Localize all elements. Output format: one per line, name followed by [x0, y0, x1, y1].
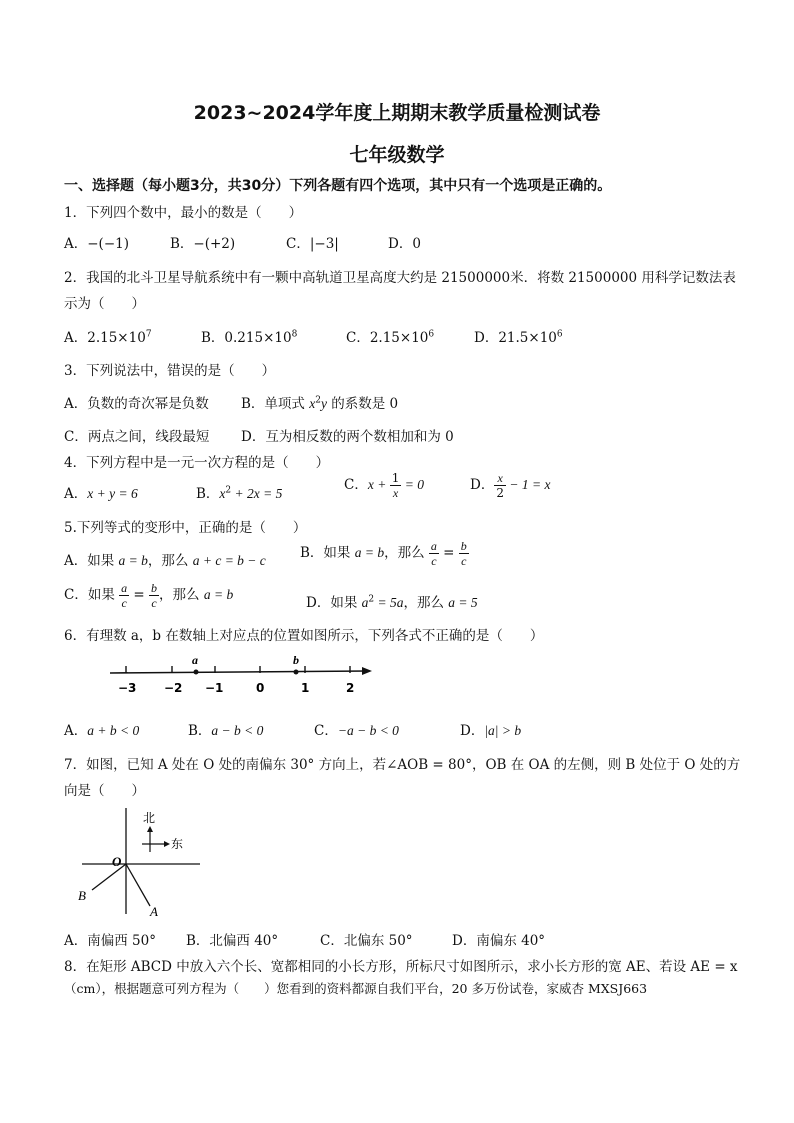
q8-stem-line2: （cm），根据题意可列方程为（ ）您看到的资料都源自我们平台，20 多万份试卷，家威杏 MXSJ663	[64, 981, 648, 996]
q3-option-b: B．单项式 $x^2y$ 的系数是 0	[241, 395, 399, 412]
q1-option-a: A．−(−1)	[64, 236, 129, 252]
east-label: 东	[171, 837, 184, 851]
page-title: 2023~2024学年度上期期末教学质量检测试卷	[193, 102, 601, 124]
q7-stem-line1: 7．如图，已知 A 处在 O 处的南偏东 30° 方向上，若∠AOB = 80°，OB 在 OA 的左侧，则 B 处位于 O 处的方	[64, 757, 741, 773]
q6-option-b: B．a − b < 0	[188, 723, 264, 739]
point-b-dot	[294, 670, 299, 675]
point-A-label: A	[150, 904, 158, 919]
q5-option-d: D．如果 $a^2 = 5a$，那么 a = 5	[306, 594, 478, 611]
tick-label: 1	[301, 681, 310, 695]
q1-stem: 1．下列四个数中，最小的数是（ ）	[64, 205, 303, 221]
q3-stem: 3．下列说法中，错误的是（ ）	[64, 363, 276, 379]
q4-option-b: B．$x^2 + 2x = 5$	[196, 485, 283, 502]
number-line-figure	[100, 650, 380, 700]
q2-option-d: D．$21.5\times 10^6$	[474, 329, 563, 346]
point-b-label: b	[293, 653, 299, 667]
page-subtitle: 七年级数学	[349, 144, 445, 166]
q2-stem-line2: 示为（ ）	[64, 296, 145, 312]
q4-option-d: D． $\frac{x}{2}$ − 1 = x	[470, 471, 551, 500]
q2-option-a: A．$2.15\times 10^7$	[64, 329, 152, 346]
point-O-label: O	[112, 854, 122, 869]
q5-option-a: A．如果 a = b，那么 a + c = b − c	[64, 553, 266, 569]
q4-option-c: C．x + $\frac{1}{x}$ = 0	[344, 471, 424, 500]
q3-option-d: D．互为相反数的两个数相加和为 0	[241, 429, 454, 445]
direction-figure	[70, 804, 200, 919]
q4-stem: 4．下列方程中是一元一次方程的是（ ）	[64, 455, 330, 471]
q7-option-a: A．南偏西 50°	[64, 933, 156, 949]
q1-option-c: C．|−3|	[286, 236, 339, 252]
q6-option-a: A．a + b < 0	[64, 723, 140, 739]
q7-stem-line2: 向是（ ）	[64, 783, 145, 799]
q2-option-b: B．$0.215\times 10^8$	[201, 329, 298, 346]
q7-option-d: D．南偏东 40°	[452, 933, 546, 949]
q6-option-c: C．−a − b < 0	[314, 723, 399, 739]
q7-option-b: B．北偏西 40°	[186, 933, 279, 949]
point-a-label: a	[192, 653, 198, 667]
q7-option-c: C．北偏东 50°	[320, 933, 413, 949]
tick-label: −1	[205, 681, 224, 695]
q2-option-c: C．$2.15\times 10^6$	[346, 329, 435, 346]
q3-option-a: A．负数的奇次幂是负数	[64, 396, 209, 412]
north-label: 北	[143, 811, 156, 825]
q1-option-d: D．0	[388, 236, 421, 252]
tick-label: 0	[256, 681, 265, 695]
section-header: 一、选择题（每小题3分，共30分）下列各题有四个选项，其中只有一个选项是正确的。	[64, 178, 612, 194]
q5-option-c: C．如果 $\frac{a}{c}$ = $\frac{b}{c}$ ，那么 a = b	[64, 581, 234, 610]
tick-label: −3	[118, 681, 137, 695]
q8-stem-line1: 8．在矩形 ABCD 中放入六个长、宽都相同的小长方形，所标尺寸如图所示，求小长方形的宽 AE、若设 AE = x	[64, 959, 738, 975]
q5-stem: 5.下列等式的变形中，正确的是（ ）	[64, 520, 307, 536]
point-B-label: B	[78, 888, 86, 903]
q6-stem: 6．有理数 a，b 在数轴上对应点的位置如图所示，下列各式不正确的是（ ）	[64, 628, 544, 644]
q4-option-a: A．x + y = 6	[64, 486, 138, 502]
point-a-dot	[194, 670, 199, 675]
q1-option-b: B．−(+2)	[170, 236, 236, 252]
tick-label: 2	[346, 681, 355, 695]
q3-option-c: C．两点之间，线段最短	[64, 429, 210, 445]
tick-label: −2	[164, 681, 183, 695]
ray-OA	[126, 864, 150, 906]
q5-option-b: B．如果 a = b，那么 $\frac{a}{c}$ = $\frac{b}{c}$	[300, 539, 467, 568]
q2-stem-line1: 2．我国的北斗卫星导航系统中有一颗中高轨道卫星高度大约是 21500000米．将数 21500000 用科学记数法表	[64, 270, 736, 286]
q6-option-d: D．|a| > b	[460, 723, 522, 739]
